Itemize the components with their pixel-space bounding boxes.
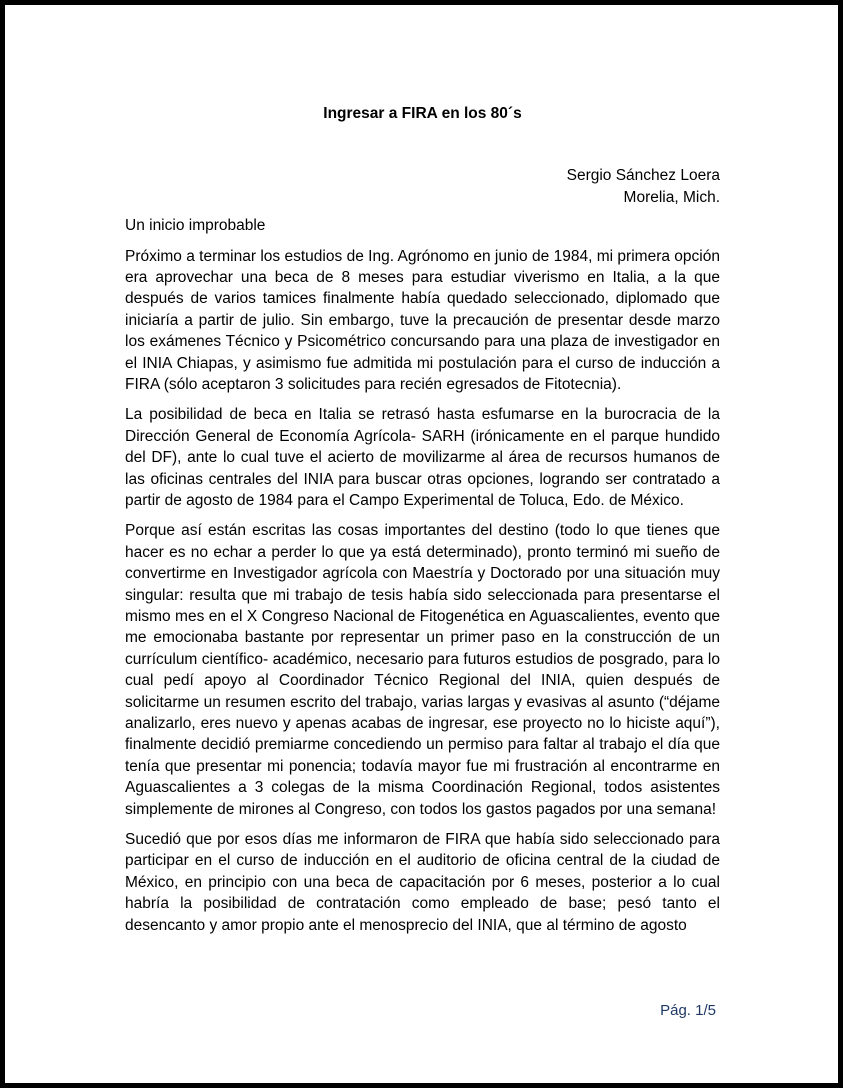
- author-location: Morelia, Mich.: [623, 188, 720, 206]
- document-title: Ingresar a FIRA en los 80´s: [323, 105, 522, 122]
- page-number: Pág. 1/5: [660, 1002, 716, 1019]
- paragraph-4: Sucedió que por esos días me informaron de FIRA que había sido seleccionado para participar en el curso de inducción en el auditorio de oficina central de la ciudad de México, en principio con una beca de capacitación por 6 meses, posterior a lo cual habría la posibilidad de contratación como empleado de base; pesó tanto el desencanto y amor propio ante el menosprecio del INIA, que al término de agosto: [125, 831, 720, 934]
- paragraph-1: Próximo a terminar los estudios de Ing. Agrónomo en junio de 1984, mi primera opción era aprovechar una beca de 8 meses para estudiar viverismo en Italia, a la que después de varios tamices finalmente había quedado seleccionado, diplomado que iniciaría a partir de julio. Sin embargo, tuve la precaución de presentar desde marzo los exámenes Técnico y Psicométrico concursando para una plaza de investigador en el INIA Chiapas, y asimismo fue admitida mi postulación para el curso de inducción a FIRA (sólo aceptaron 3 solicitudes para recién egresados de Fitotecnia).: [125, 247, 720, 393]
- document-content: [5, 103, 838, 936]
- byline: [125, 165, 720, 208]
- author-name: Sergio Sánchez Loera: [566, 167, 720, 184]
- paragraph-3: Porque así están escritas las cosas importantes del destino (todo lo que tienes que hacer es no echar a perder lo que ya está determinado), pronto terminó mi sueño de convertirme en Investigador agrícola con Maestría y Doctorado por una situación muy singular: resulta que mi trabajo de tesis había sido seleccionada para presentarse el mismo mes en el X Congreso Nacional de Fitogenética en Aguascalientes, evento que me emocionaba bastante por representar un primer paso en la construcción de un currículum científico- académico, necesario para futuros estudios de posgrado, para lo cual pedí apoyo al Coordinador Técnico Regional del INIA, quien después de solicitarme un resumen escrito del trabajo, varias largas y evasivas al asunto (“déjame analizarlo, eres nuevo y apenas acabas de ingresar, ese proyecto no lo hiciste aquí”), finalmente decidió premiarme concediendo un permiso para faltar al trabajo el día que tenía que presentar mi ponencia; todavía mayor fue mi frustración al encontrarme en Aguascalientes a 3 colegas de la misma Coordinación Regional, todos asistentes simplemente de mirones al Congreso, con todos los gastos pagados por una semana!: [125, 522, 720, 818]
- paragraph-2: La posibilidad de beca en Italia se retrasó hasta esfumarse en la burocracia de la Dirección General de Economía Agrícola- SARH (irónicamente en el parque hundido del DF), ante lo cual tuve el acierto de movilizarme al área de recursos humanos de las oficinas centrales del INIA para buscar otras opciones, logrando ser contratado a partir de agosto de 1984 para el Campo Experimental de Toluca, Edo. de México.: [125, 406, 720, 509]
- section-heading: Un inicio improbable: [125, 217, 266, 234]
